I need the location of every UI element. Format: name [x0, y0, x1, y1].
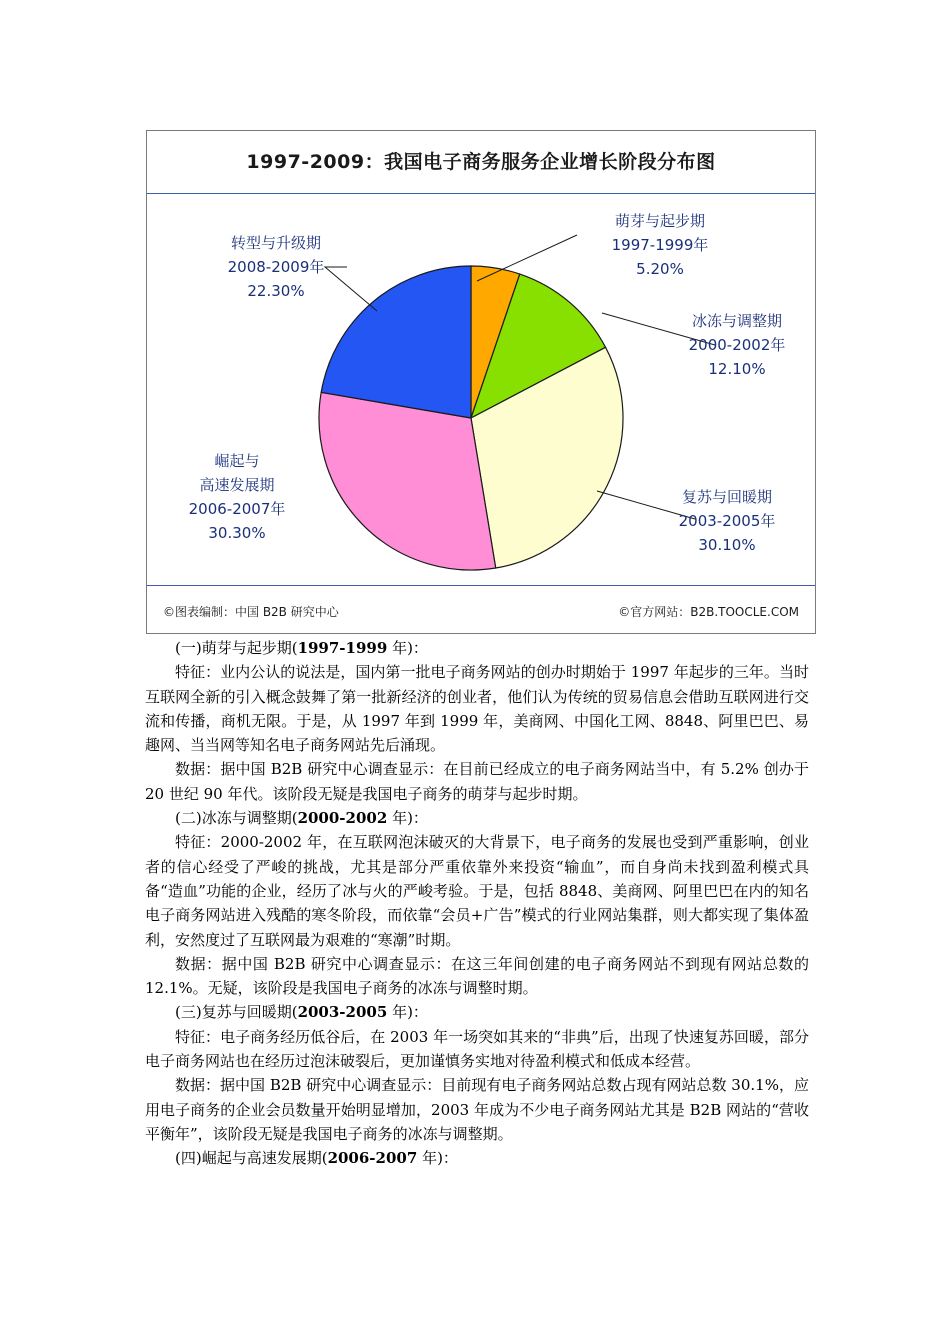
pie-label-line: 1997-1999年 [611, 236, 709, 254]
document-body [145, 636, 809, 1171]
pie-slice-label [657, 485, 797, 557]
pie-label-line: 22.30% [247, 282, 305, 300]
pie-label-line: 2006-2007年 [188, 500, 286, 518]
section-heading [145, 1000, 809, 1024]
pie-label-line: 转型与升级期 [230, 234, 321, 252]
section-3 [145, 1000, 809, 1146]
pie-chart-figure [146, 130, 816, 634]
chart-source-credit: ©图表编制：中国 B2B 研究中心 [163, 605, 339, 619]
pie-label-line: 2003-2005年 [678, 512, 776, 530]
heading-text: (四)崛起与高速发展期( [175, 1149, 328, 1168]
pie-label-line: 30.10% [698, 536, 756, 554]
heading-text: (三)复苏与回暖期( [175, 1003, 298, 1022]
heading-text: (二)冰冻与调整期( [175, 809, 298, 828]
heading-years: 1997-1999 [297, 639, 388, 657]
pie-label-line: 5.20% [636, 260, 684, 278]
pie-label-line: 30.30% [208, 524, 266, 542]
pie-slice-label [167, 449, 307, 545]
pie-label-line: 复苏与回暖期 [681, 488, 772, 506]
pie-label-line: 2008-2009年 [227, 258, 325, 276]
heading-text: (一)萌芽与起步期( [175, 639, 298, 657]
pie-slice-label [201, 231, 351, 303]
section-heading [145, 1146, 809, 1170]
paragraph-feature: 特征：2000-2002 年，在互联网泡沫破灭的大背景下，电子商务的发展也受到严重影响，创业者的信心经受了严峻的挑战，尤其是部分严重依靠外来投资“输血”，而自身尚未找到盈利模式具备“造血”功能的企业，经历了冰与火的严峻考验。于是，包括 8848、美商网、阿里巴巴在内的知名电子商务网站进入残酷的寒冬阶段，而依靠“会员+广告”模式的行业网站集群，则大都实现了集体盈利，安然度过了互联网最为艰难的“寒潮”时期。 [145, 833, 809, 949]
pie-label-line: 崛起与 [214, 452, 260, 470]
paragraph-feature: 特征：业内公认的说法是，国内第一批电子商务网站的创办时期始于 1997 年起步的三年。当时互联网全新的引入概念鼓舞了第一批新经济的创业者，他们认为传统的贸易信息会借助互联网进行交流和传播，商机无限。于是，从 1997 年到 1999 年，美商网、中国化工网、8848、阿里巴巴、易趣网、当当网等知名电子商务网站先后涌现。 [145, 663, 809, 755]
paragraph-data: 数据：据中国 B2B 研究中心调查显示：在这三年间创建的电子商务网站不到现有网站总数的 12.1%。无疑，该阶段是我国电子商务的冰冻与调整时期。 [145, 954, 809, 998]
pie-label-line: 高速发展期 [199, 476, 275, 494]
pie-label-line: 2000-2002年 [688, 336, 786, 354]
paragraph-data: 数据：据中国 B2B 研究中心调查显示：目前现有电子商务网站总数占现有网站总数 30.1%，应用电子商务的企业会员数量开始明显增加，2003 年成为不少电子商务网站尤其是 B2B 网站的“营收平衡年”，该阶段无疑是我国电子商务的冰冻与调整期。 [145, 1076, 809, 1143]
paragraph-data: 数据：据中国 B2B 研究中心调查显示：在目前已经成立的电子商务网站当中，有 5.2% 创办于 20 世纪 90 年代。该阶段无疑是我国电子商务的萌芽与起步时期。 [145, 760, 809, 803]
pie-label-line: 12.10% [708, 360, 766, 378]
label-leader-line [477, 235, 577, 281]
chart-website-credit: ©官方网站：B2B.TOOCLE.COM [618, 605, 799, 619]
pie-slice-label [585, 209, 735, 281]
chart-title: 1997-2009：我国电子商务服务企业增长阶段分布图 [246, 151, 716, 173]
pie-slice [319, 392, 496, 570]
heading-years: 2006-2007 [327, 1149, 418, 1168]
section-heading [145, 636, 809, 660]
heading-suffix: 年)： [387, 639, 428, 657]
section-2 [145, 806, 809, 1000]
section-1 [145, 636, 809, 806]
pie-slice-label [667, 309, 807, 381]
heading-years: 2003-2005 [297, 1003, 388, 1022]
heading-suffix: 年)： [417, 1149, 458, 1168]
section-heading [145, 806, 809, 830]
pie-label-line: 冰冻与调整期 [691, 312, 782, 330]
heading-years: 2000-2002 [297, 809, 388, 828]
heading-suffix: 年)： [387, 809, 428, 828]
paragraph-feature: 特征：电子商务经历低谷后，在 2003 年一场突如其来的“非典”后，出现了快速复苏回暖，部分电子商务网站也在经历过泡沫破裂后，更加谨慎务实地对待盈利模式和低成本经营。 [145, 1027, 809, 1071]
section-4 [145, 1146, 809, 1170]
heading-suffix: 年)： [387, 1003, 428, 1022]
chart-footer-divider [147, 585, 815, 586]
pie-label-line: 萌芽与起步期 [614, 212, 705, 230]
